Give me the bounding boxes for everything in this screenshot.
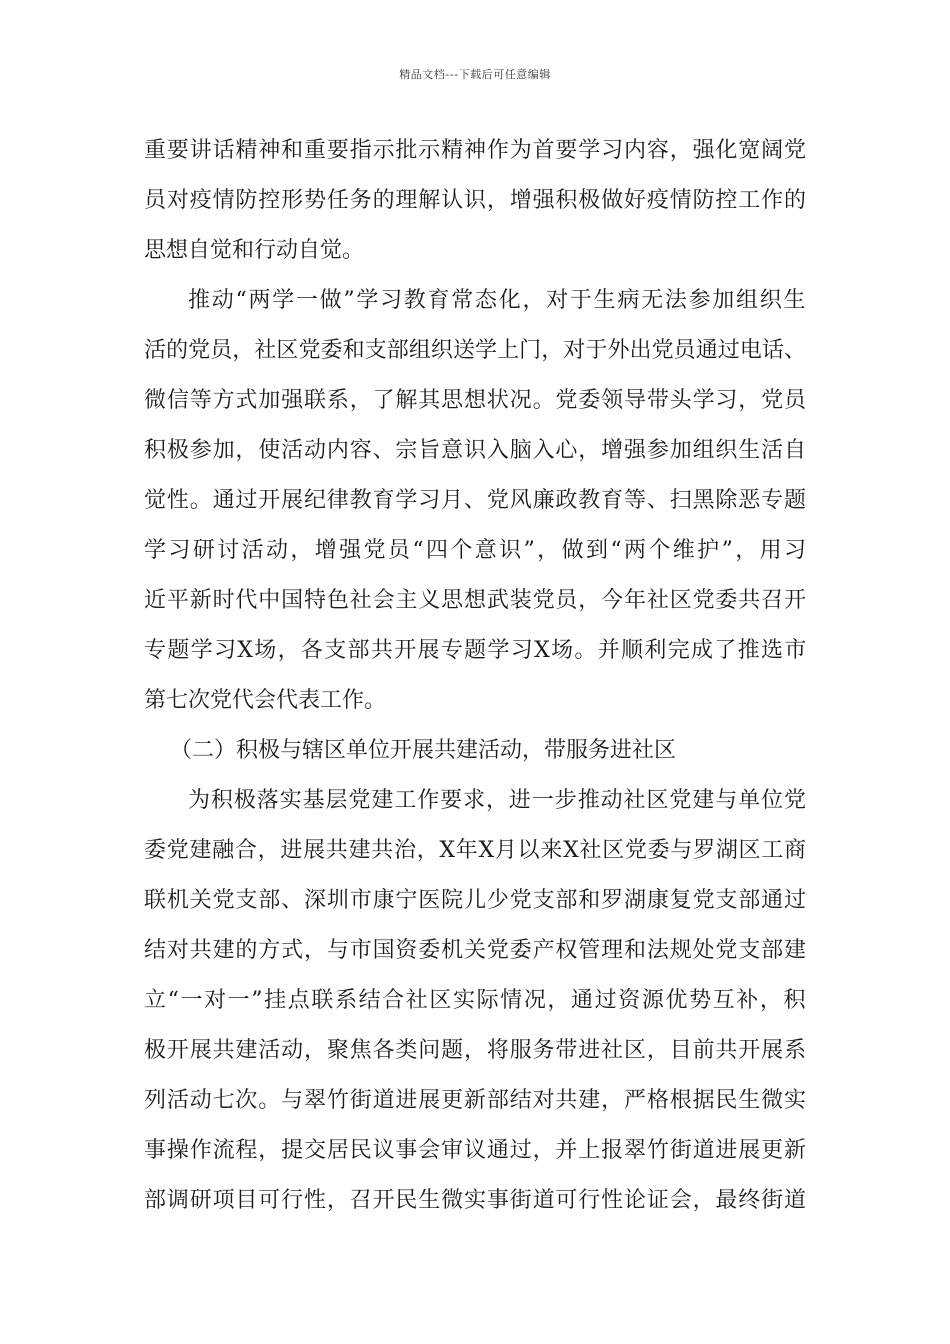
text-line: 活的党员，社区党委和支部组织送学上门，对于外出党员通过电话、 bbox=[144, 338, 807, 363]
text-line: 专题学习X场，各支部共开展专题学习X场。并顺利完成了推选市 bbox=[144, 638, 808, 663]
paragraph-first-line: 为积极落实基层党建工作要求，进一步推动社区党建与单位党 bbox=[188, 788, 807, 813]
text-line: 积极参加，使活动内容、宗旨意识入脑入心，增强参加组织生活自 bbox=[144, 438, 807, 463]
text-line: 微信等方式加强联系，了解其思想状况。党委领导带头学习，党员 bbox=[144, 388, 807, 413]
text-line: 重要讲话精神和重要指示批示精神作为首要学习内容，强化宽阔党 bbox=[144, 138, 807, 163]
text-line: 极开展共建活动，聚焦各类问题，将服务带进社区，目前共开展系 bbox=[144, 1038, 807, 1063]
text-line: 立“一对一”挂点联系结合社区实际情况，通过资源优势互补，积 bbox=[144, 988, 808, 1013]
text-line: 联机关党支部、深圳市康宁医院儿少党支部和罗湖康复党支部通过 bbox=[144, 888, 807, 913]
text-line: 列活动七次。与翠竹街道进展更新部结对共建，严格根据民生微实 bbox=[144, 1088, 807, 1113]
text-line: 第七次党代会代表工作。 bbox=[144, 688, 387, 713]
text-line: 思想自觉和行动自觉。 bbox=[144, 238, 365, 263]
text-line: 委党建融合，进展共建共治，X年X月以来X社区党委与罗湖区工商 bbox=[144, 838, 807, 863]
text-line: 员对疫情防控形势任务的理解认识，增强积极做好疫情防控工作的 bbox=[144, 188, 807, 213]
page-header: 精品文档---下载后可任意编辑 bbox=[399, 68, 551, 81]
text-line: 结对共建的方式，与市国资委机关党委产权管理和法规处党支部建 bbox=[144, 938, 807, 963]
text-line: 部调研项目可行性，召开民生微实事街道可行性论证会，最终街道 bbox=[144, 1188, 807, 1213]
paragraph-first-line: 推动“两学一做”学习教育常态化，对于生病无法参加组织生 bbox=[188, 288, 808, 313]
section-heading: （二）积极与辖区单位开展共建活动，带服务进社区 bbox=[170, 738, 677, 763]
text-line: 近平新时代中国特色社会主义思想武装党员，今年社区党委共召开 bbox=[144, 588, 807, 613]
text-line: 事操作流程，提交居民议事会审议通过，并上报翠竹街道进展更新 bbox=[144, 1138, 807, 1163]
text-line: 觉性。通过开展纪律教育学习月、党风廉政教育等、扫黑除恶专题 bbox=[144, 488, 807, 513]
text-line: 学习研讨活动，增强党员“四个意识”，做到“两个维护”，用习 bbox=[144, 538, 809, 563]
